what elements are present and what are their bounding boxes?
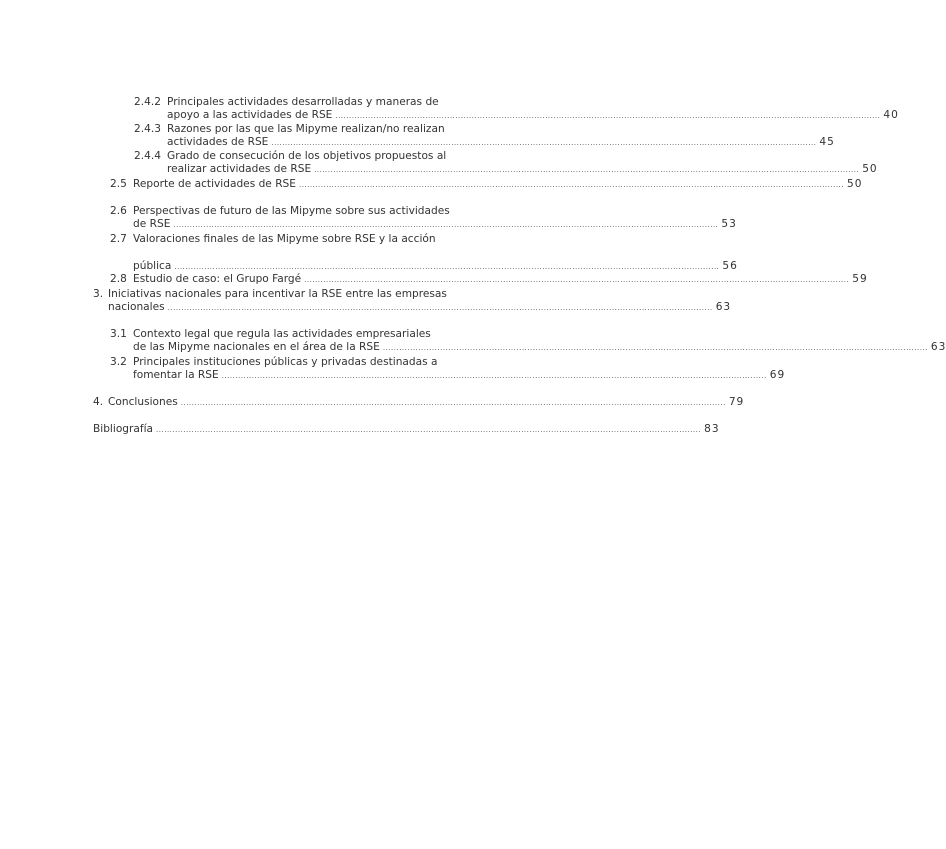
- toc-page-number: 69: [769, 369, 786, 381]
- toc-page-number: 50: [862, 163, 878, 175]
- toc-page-number: 45: [819, 136, 835, 148]
- toc-entry-number: 2.6: [110, 205, 127, 217]
- toc-page-number: 53: [721, 218, 737, 230]
- toc-page-number: 56: [722, 260, 738, 272]
- toc-entry-number: 2.7: [110, 233, 127, 245]
- toc-page-number: 79: [728, 396, 745, 408]
- toc-entry-number: 2.8: [110, 273, 127, 285]
- toc-page-number: 59: [852, 273, 868, 285]
- toc-entry-title: actividades de RSE: [167, 136, 269, 148]
- toc-entry-number: 2.5: [110, 178, 127, 190]
- dot-leader: ........................................................................................................................................................................................................: [382, 344, 928, 352]
- toc-entry-title: apoyo a las actividades de RSE: [167, 109, 333, 121]
- toc-entry-number: 3.: [93, 288, 104, 300]
- toc-entry-number: 3.1: [110, 328, 127, 340]
- toc-page-number: 50: [847, 178, 863, 190]
- dot-leader: ........................................................................................................................................................................................................: [167, 304, 713, 312]
- toc-entry-title: Principales instituciones públicas y privadas destinadas a: [133, 356, 438, 368]
- toc-entry-title: Grado de consecución de los objetivos propuestos al: [167, 150, 447, 162]
- toc-entry-title: Valoraciones finales de las Mipyme sobre RSE y la acción: [133, 233, 436, 245]
- toc-entry-number: 4.: [93, 396, 104, 408]
- toc-page-number: 63: [715, 301, 732, 313]
- dot-leader: ........................................................................................................................................................................................................: [156, 426, 702, 434]
- toc-entry-title: Reporte de actividades de RSE: [133, 178, 296, 190]
- toc-entry-title: Estudio de caso: el Grupo Fargé: [133, 273, 302, 285]
- toc-entry-title: nacionales: [108, 301, 165, 313]
- toc-entry-title: Conclusiones: [108, 396, 178, 408]
- dot-leader: ........................................................................................................................................................................................................: [180, 399, 726, 407]
- dot-leader: ........................................................................................................................................................................................................: [174, 263, 720, 271]
- toc-entry-title: Contexto legal que regula las actividades empresariales: [133, 328, 431, 340]
- toc-entry-title: Principales actividades desarrolladas y maneras de: [167, 96, 439, 108]
- toc-entry-title: Bibliografía: [93, 423, 154, 435]
- toc-page-number: 83: [704, 423, 720, 435]
- dot-leader: ........................................................................................................................................................................................................: [221, 372, 767, 380]
- toc-entry-number: 2.4.4: [134, 150, 161, 162]
- toc-entry-title: Razones por las que las Mipyme realizan/no realizan: [167, 123, 445, 135]
- dot-leader: ........................................................................................................................................................................................................: [314, 166, 860, 174]
- dot-leader: ........................................................................................................................................................................................................: [335, 112, 881, 120]
- toc-entry-title: de RSE: [133, 218, 171, 230]
- toc-page-number: 63: [930, 341, 946, 353]
- toc-entry-title: Perspectivas de futuro de las Mipyme sobre sus actividades: [133, 205, 450, 217]
- toc-entry-title: realizar actividades de RSE: [167, 163, 312, 175]
- toc-entry-title: Iniciativas nacionales para incentivar la RSE entre las empresas: [108, 288, 447, 300]
- toc-entry-title: pública: [133, 260, 172, 272]
- toc-entry-number: 2.4.2: [134, 96, 161, 108]
- dot-leader: ........................................................................................................................................................................................................: [173, 221, 719, 229]
- toc-entry-title: fomentar la RSE: [133, 369, 219, 381]
- toc-entry-title: de las Mipyme nacionales en el área de la RSE: [133, 341, 380, 353]
- dot-leader: ........................................................................................................................................................................................................: [304, 276, 850, 284]
- toc-page-number: 40: [883, 109, 899, 121]
- dot-leader: ........................................................................................................................................................................................................: [298, 181, 845, 189]
- dot-leader: ........................................................................................................................................................................................................: [271, 139, 817, 147]
- toc-entry-number: 2.4.3: [134, 123, 161, 135]
- toc-entry-number: 3.2: [110, 356, 127, 368]
